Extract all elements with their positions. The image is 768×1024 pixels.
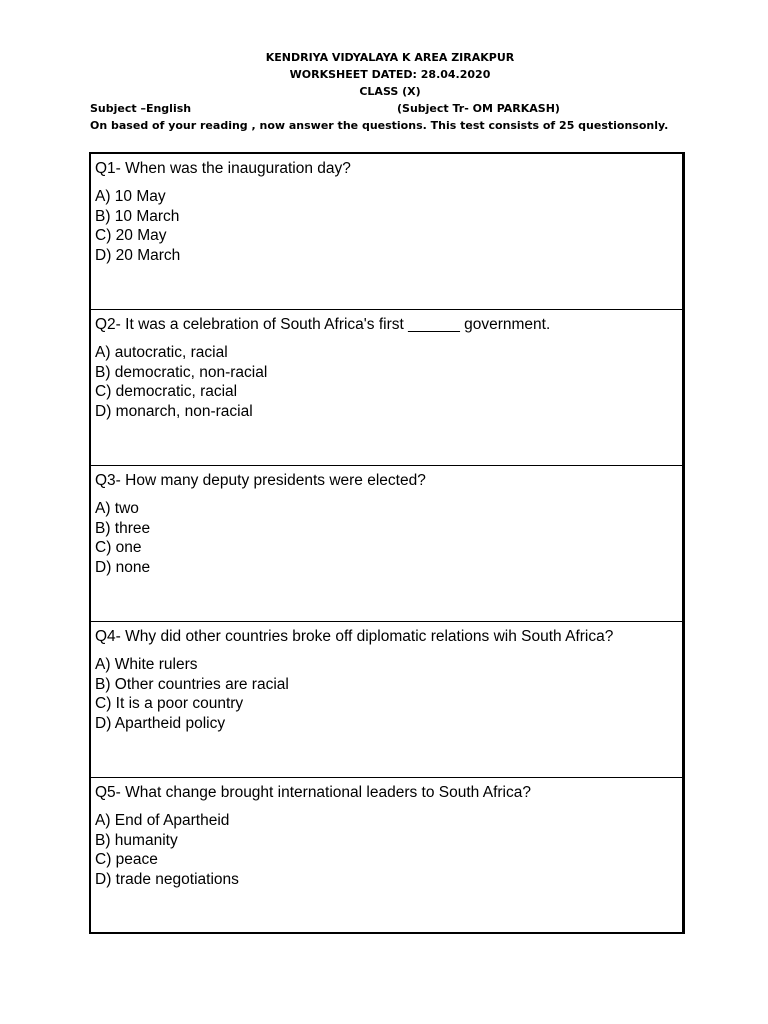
question-block-4 <box>91 622 682 778</box>
option-c: C) peace <box>95 851 158 869</box>
option-c: C) It is a poor country <box>95 695 244 713</box>
class-label: CLASS (X) <box>359 85 421 98</box>
option-d: D) monarch, non-racial <box>95 403 253 421</box>
option-c: C) one <box>95 539 142 557</box>
option-a: A) 10 May <box>95 188 166 205</box>
question-text: Q2- It was a celebration of South Africa's first ______ government. <box>95 316 551 333</box>
instructions-text: On based of your reading , now answer the questions. This test consists of 25 questionsonly. <box>90 119 669 132</box>
question-block-3 <box>91 466 682 622</box>
option-d: D) Apartheid policy <box>95 715 226 733</box>
option-b: B) three <box>95 519 151 537</box>
teacher-label: (Subject Tr- OM PARKASH) <box>397 102 560 115</box>
subject-row <box>0 100 768 132</box>
option-a: A) End of Apartheid <box>95 812 230 829</box>
question-text: Q1- When was the inauguration day? <box>95 160 351 177</box>
worksheet-header <box>0 49 768 132</box>
school-name: KENDRIYA VIDYALAYA K AREA ZIRAKPUR <box>265 51 515 64</box>
question-text: Q3- How many deputy presidents were elected? <box>95 472 426 489</box>
option-a: A) White rulers <box>95 656 198 673</box>
option-a: A) two <box>95 500 139 517</box>
option-b: B) democratic, non-racial <box>95 363 268 381</box>
option-b: B) humanity <box>95 831 178 849</box>
option-b: B) Other countries are racial <box>95 675 289 693</box>
option-d: D) trade negotiations <box>95 871 239 889</box>
question-block-5 <box>91 778 682 932</box>
worksheet-date: WORKSHEET DATED: 28.04.2020 <box>289 68 491 81</box>
option-a: A) autocratic, racial <box>95 344 228 361</box>
question-table <box>89 152 685 934</box>
question-text: Q5- What change brought international leaders to South Africa? <box>95 784 531 801</box>
option-c: C) democratic, racial <box>95 383 238 401</box>
question-block-1 <box>91 154 682 310</box>
option-d: D) none <box>95 559 151 577</box>
option-c: C) 20 May <box>95 227 167 245</box>
question-block-2 <box>91 310 682 466</box>
subject-label: Subject –English <box>90 102 192 115</box>
question-text: Q4- Why did other countries broke off diplomatic relations wih South Africa? <box>95 628 614 645</box>
option-b: B) 10 March <box>95 207 180 225</box>
option-d: D) 20 March <box>95 247 181 265</box>
